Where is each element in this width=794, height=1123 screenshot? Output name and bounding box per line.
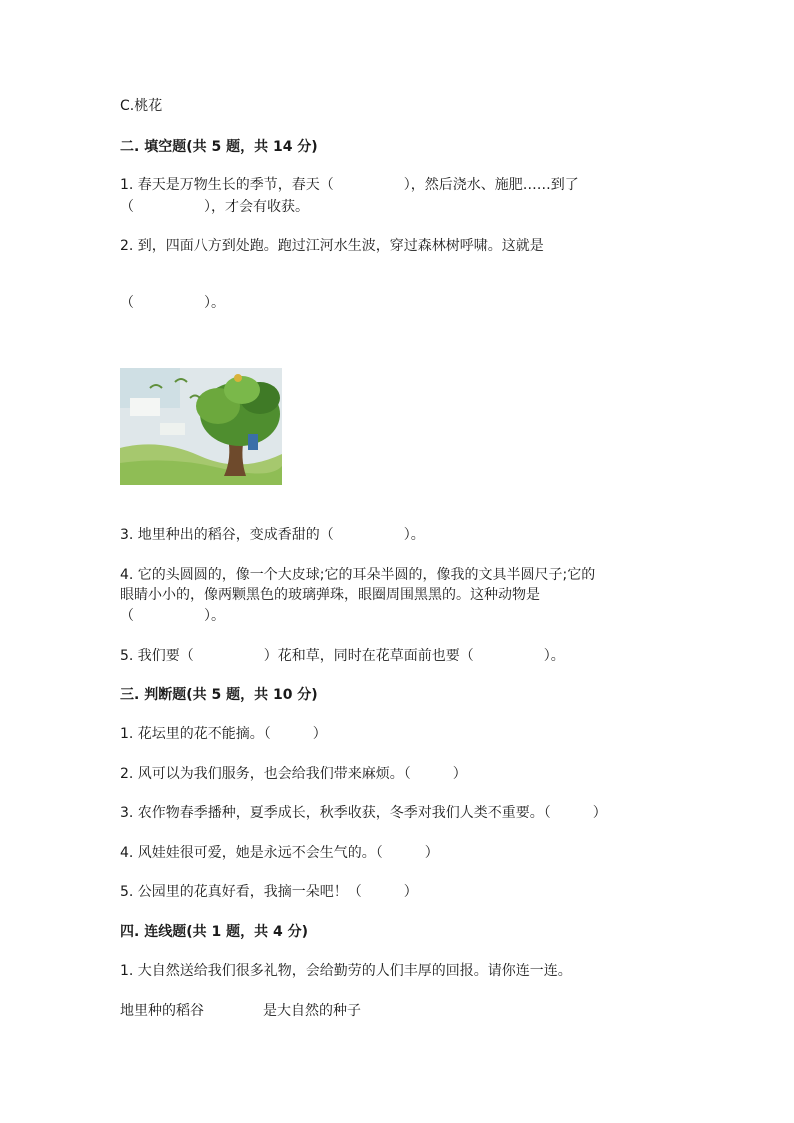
- s2-q3: 3. 地里种出的稻谷，变成香甜的（ ）。: [120, 527, 425, 543]
- s2-q1-line2: （ ），才会有收获。: [120, 199, 309, 215]
- tree-illustration: [120, 368, 282, 485]
- section2-heading: 二. 填空题(共 5 题，共 14 分): [120, 139, 318, 155]
- s2-q4-line3: （ ）。: [120, 608, 225, 624]
- section4-heading: 四. 连线题(共 1 题，共 4 分): [120, 924, 308, 940]
- s2-q5: 5. 我们要（ ）花和草，同时在花草面前也要（ ）。: [120, 648, 565, 664]
- s2-q1-line1: 1. 春天是万物生长的季节，春天（ ），然后浇水、施肥……到了: [120, 177, 579, 193]
- s2-q2-line1: 2. 到，四面八方到处跑。跑过江河水生波，穿过森林树呼啸。这就是: [120, 238, 544, 254]
- s2-q2-line2: （ ）。: [120, 295, 225, 311]
- s3-q2: 2. 风可以为我们服务，也会给我们带来麻烦。（ ）: [120, 766, 467, 782]
- s4-q1: 1. 大自然送给我们很多礼物，会给勤劳的人们丰厚的回报。请你连一连。: [120, 963, 572, 979]
- s3-q5: 5. 公园里的花真好看，我摘一朵吧！（ ）: [120, 884, 418, 900]
- s2-q4-line2: 眼睛小小的，像两颗黑色的玻璃弹珠，眼圈周围黑黑的。这种动物是: [120, 587, 540, 603]
- section3-heading: 三. 判断题(共 5 题，共 10 分): [120, 687, 318, 703]
- tree-illustration-svg: [120, 368, 282, 485]
- s2-q4-line1: 4. 它的头圆圆的，像一个大皮球;它的耳朵半圆的，像我的文具半圆尺子;它的: [120, 567, 596, 583]
- match-right-item: 是大自然的种子: [263, 1003, 361, 1019]
- s3-q4: 4. 风娃娃很可爱，她是永远不会生气的。（ ）: [120, 845, 439, 861]
- match-left-item: 地里种的稻谷: [120, 1003, 204, 1019]
- s3-q1: 1. 花坛里的花不能摘。（ ）: [120, 726, 327, 742]
- s3-q3: 3. 农作物春季播种，夏季成长，秋季收获，冬季对我们人类不重要。（ ）: [120, 805, 607, 821]
- prev-option: C.桃花: [120, 98, 163, 114]
